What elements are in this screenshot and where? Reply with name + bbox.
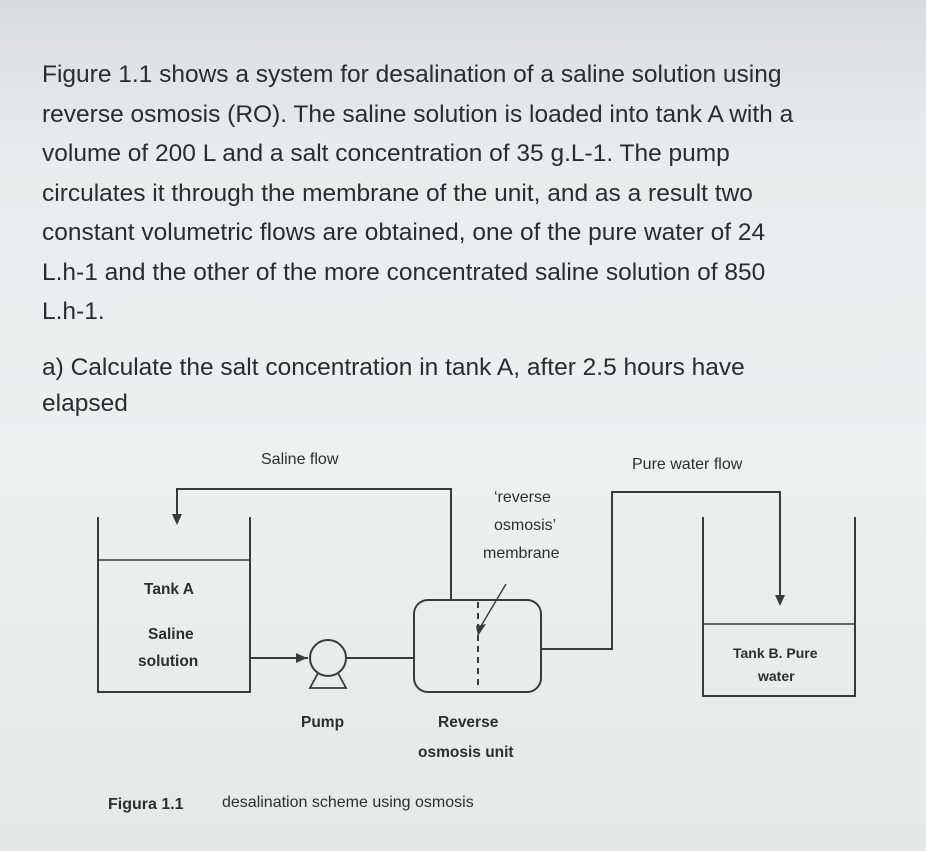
tank-a-label: Tank A — [144, 581, 194, 598]
pure-water-arrow — [775, 595, 785, 606]
membrane-label-line-1: ‘reverse — [494, 489, 551, 506]
pure-water-flow-label: Pure water flow — [632, 456, 743, 473]
membrane-pointer-arrow — [476, 624, 486, 636]
tank-b-label-line-1: Tank B. Pure — [733, 645, 818, 661]
problem-line-5: constant volumetric flows are obtained, one of the pure water of 24 — [42, 219, 766, 246]
membrane-label-line-3: membrane — [483, 545, 560, 562]
problem-line-6: L.h-1 and the other of the more concentrated saline solution of 850 — [42, 258, 766, 286]
problem-line-1: Figure 1.1 shows a system for desalination of a saline solution using — [42, 61, 782, 88]
membrane-label-line-2: osmosis’ — [494, 517, 557, 534]
pump-inlet-arrow — [296, 653, 307, 663]
membrane-pointer — [481, 584, 506, 626]
problem-line-7: L.h-1. — [42, 298, 105, 325]
problem-line-2: reverse osmosis (RO). The saline solution is loaded into tank A with a — [42, 100, 794, 128]
saline-flow-pipe — [177, 489, 451, 600]
problem-line-4: circulates it through the membrane of the unit, and as a result two — [42, 179, 753, 207]
figure-caption-number: Figura 1.1 — [108, 796, 184, 813]
tank-b-label-line-2: water — [758, 668, 795, 684]
question-line-1: a) Calculate the salt concentration in tank A, after 2.5 hours have — [42, 354, 745, 381]
pump-label: Pump — [301, 714, 345, 731]
osmosis-unit-label: osmosis unit — [418, 744, 514, 761]
saline-flow-label: Saline flow — [261, 451, 339, 468]
pump-symbol — [310, 640, 346, 676]
saline-flow-arrow — [172, 514, 182, 525]
problem-line-3: volume of 200 L and a salt concentration of 35 g.L-1. The pump — [42, 140, 730, 167]
saline-label: Saline — [148, 626, 194, 643]
pure-water-pipe — [541, 492, 780, 649]
solution-label: solution — [138, 653, 199, 670]
figure-caption-text: desalination scheme using osmosis — [222, 794, 474, 811]
question-line-2: elapsed — [42, 390, 128, 417]
reverse-label: Reverse — [438, 714, 499, 731]
